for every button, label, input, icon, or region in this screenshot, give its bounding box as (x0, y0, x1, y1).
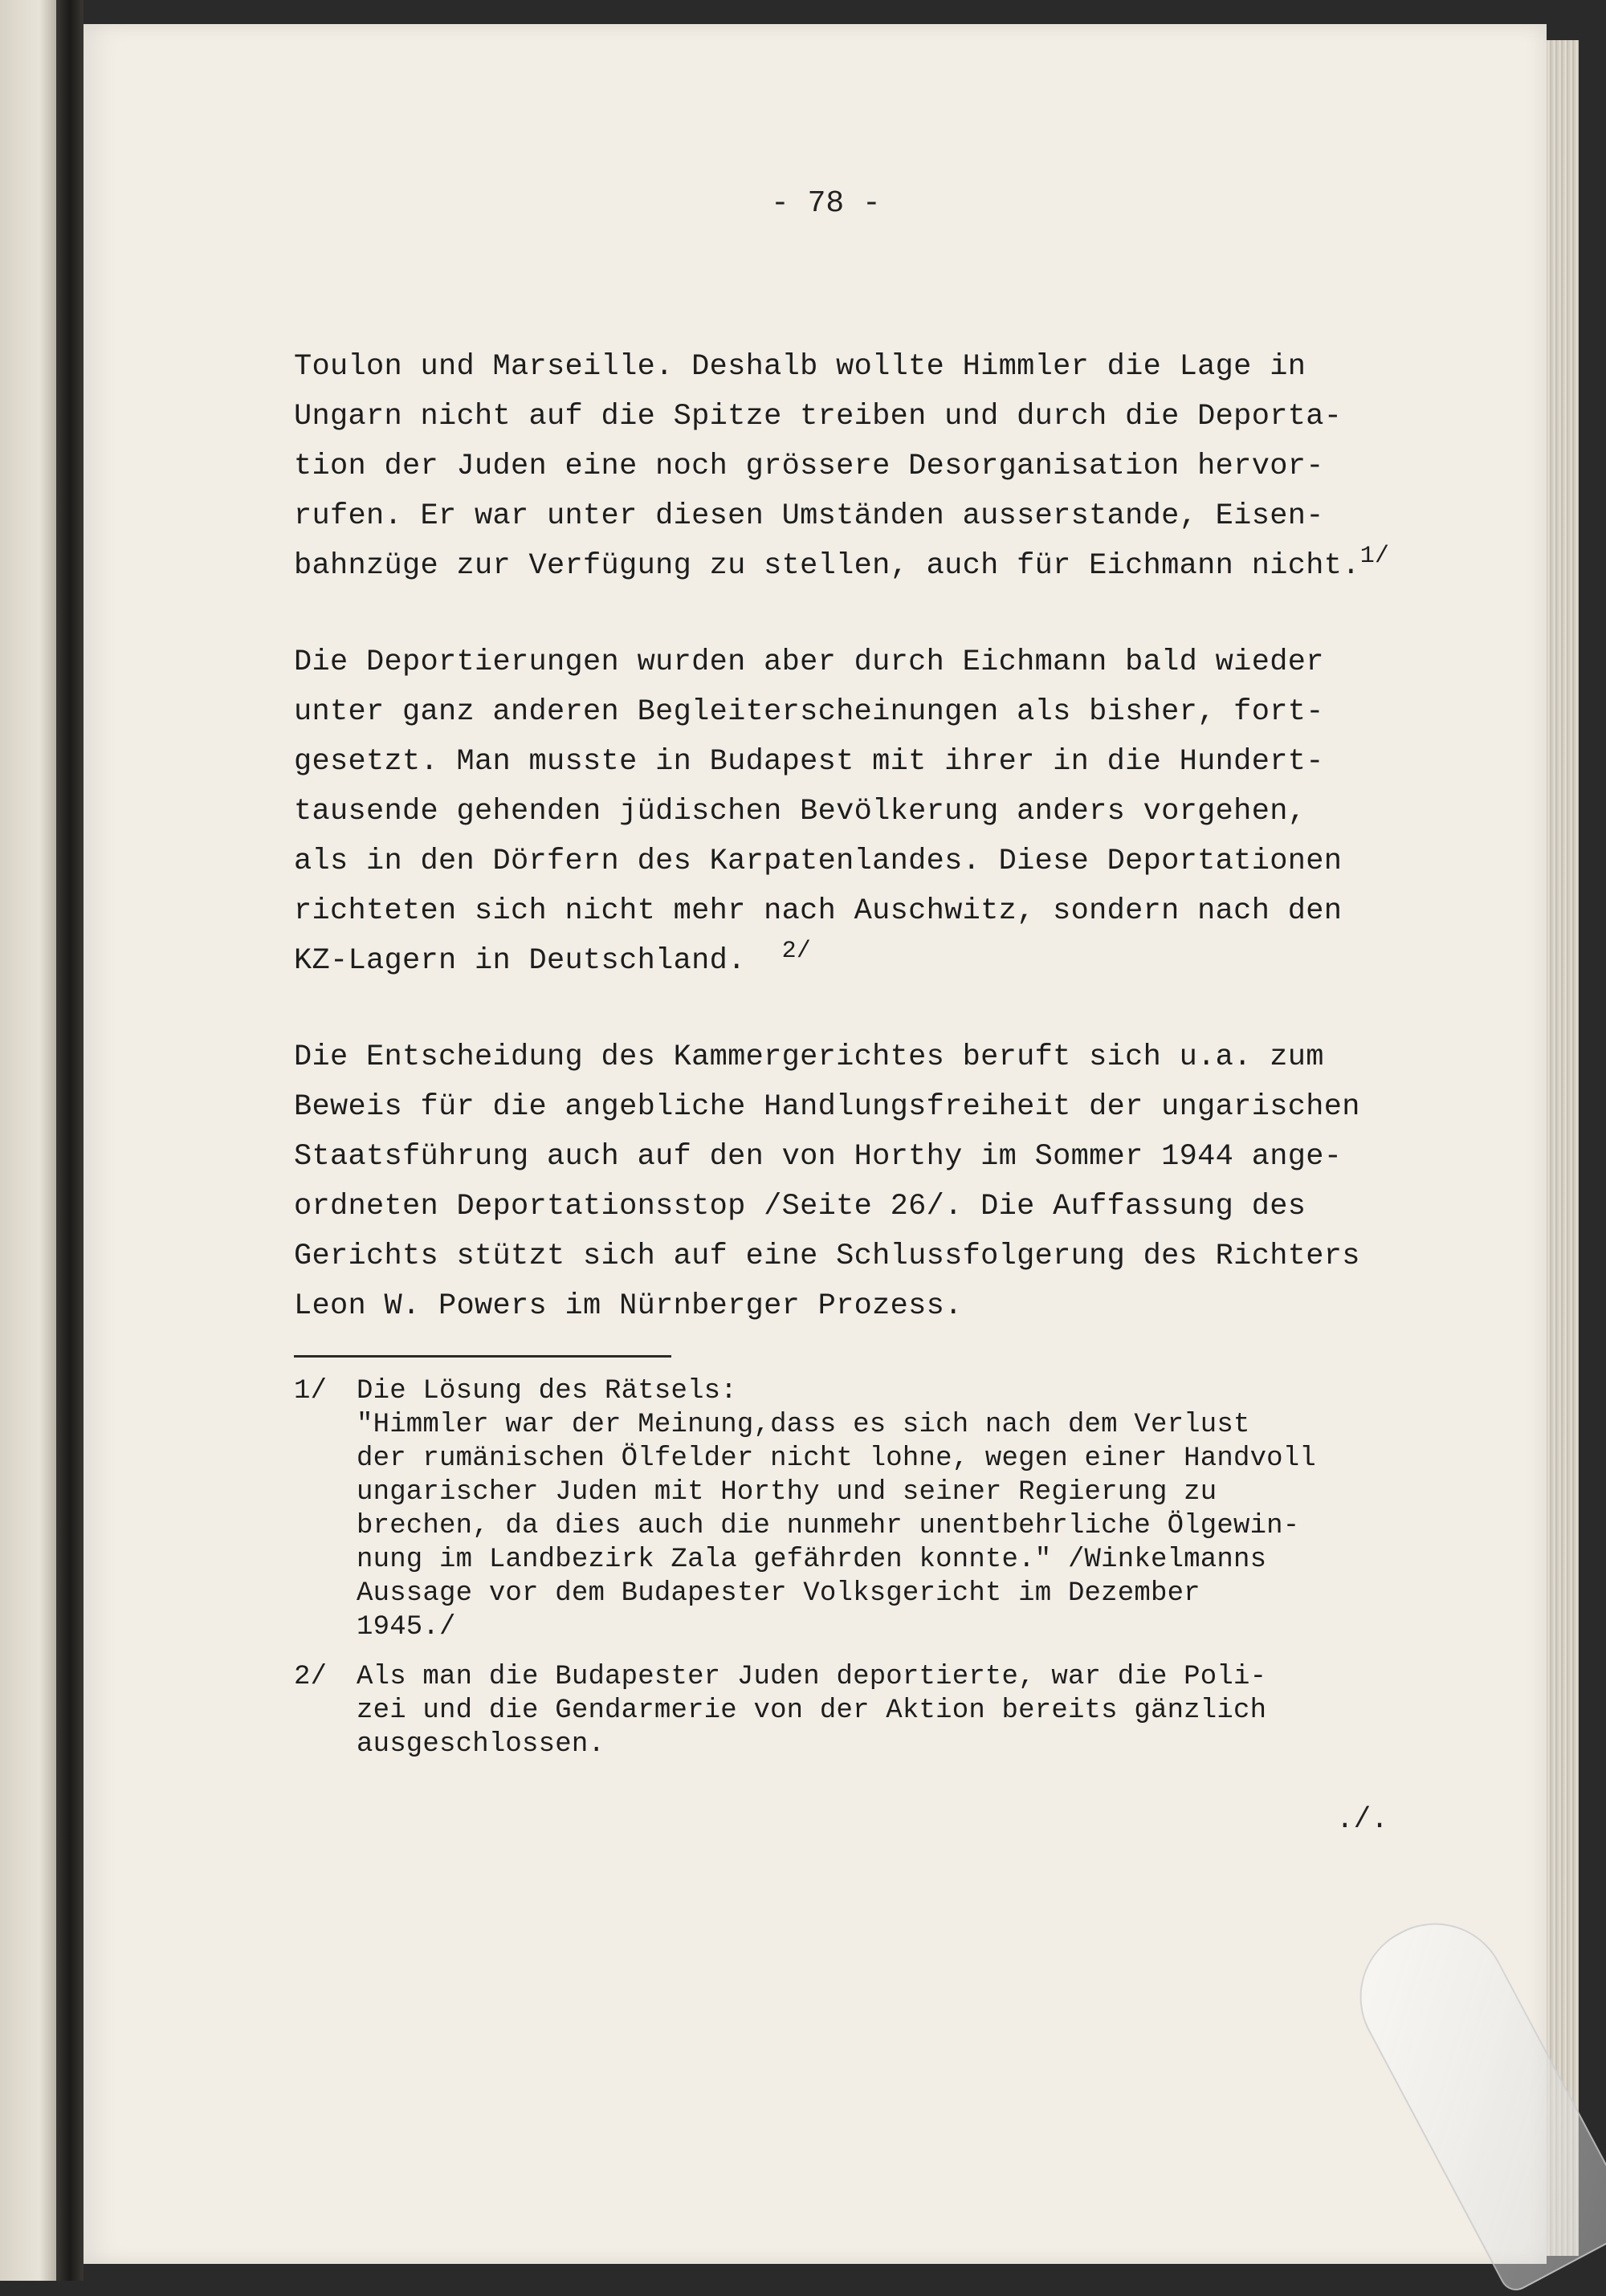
footnote-1-marker: 1/ (294, 1376, 328, 1407)
paragraph-2-line: richteten sich nicht mehr nach Auschwitz, sondern nach den (294, 894, 1343, 928)
paragraph-1-line: tion der Juden eine noch grössere Desorganisation hervor- (294, 450, 1324, 483)
page-number: - 78 - (771, 186, 881, 221)
paragraph-3-line: Gerichts stützt sich auf eine Schlussfolgerung des Richters (294, 1240, 1360, 1273)
page-stack-edge (1547, 40, 1579, 2256)
paragraph-1-line: Ungarn nicht auf die Spitze treiben und durch die Deporta- (294, 400, 1343, 434)
paragraph-3-line: Die Entscheidung des Kammergerichtes beruft sich u.a. zum (294, 1040, 1324, 1074)
paragraph-2-line (294, 938, 812, 978)
footnote-2-line: Als man die Budapester Juden deportierte, war die Poli- (357, 1662, 1267, 1692)
footnote-1-line: ungarischer Juden mit Horthy und seiner Regierung zu (357, 1477, 1217, 1508)
paragraph-2-line: unter ganz anderen Begleiterscheinungen als bisher, fort- (294, 695, 1324, 729)
footnote-1-line: Die Lösung des Rätsels: (357, 1376, 737, 1407)
paragraph-2-line: als in den Dörfern des Karpatenlandes. Diese Deportationen (294, 845, 1343, 878)
footnote-1-line: Aussage vor dem Budapester Volksgericht im Dezember (357, 1578, 1200, 1609)
footnote-2-line: zei und die Gendarmerie von der Aktion bereits gänzlich (357, 1696, 1267, 1726)
paragraph-3-line: ordneten Deportationsstop /Seite 26/. Die Auffassung des (294, 1190, 1306, 1223)
paragraph-2-line: tausende gehenden jüdischen Bevölkerung anders vorgehen, (294, 795, 1306, 828)
paragraph-2-line: gesetzt. Man musste in Budapest mit ihrer in die Hundert- (294, 745, 1324, 779)
footnote-ref-1: 1/ (1359, 543, 1390, 570)
footnote-ref-2: 2/ (781, 938, 812, 965)
footnote-separator (294, 1355, 671, 1358)
footnote-1-line: brechen, da dies auch die nunmehr unentbehrliche Ölgewin- (357, 1511, 1300, 1541)
paragraph-1-line: Toulon und Marseille. Deshalb wollte Himmler die Lage in (294, 350, 1306, 384)
footnote-2-line: ausgeschlossen. (357, 1729, 605, 1760)
paragraph-1-last-text: bahnzüge zur Verfügung zu stellen, auch für Eichmann nicht. (294, 549, 1360, 583)
footnote-1-line: der rumänischen Ölfelder nicht lohne, wegen einer Handvoll (357, 1443, 1316, 1474)
continuation-mark: ./. (1336, 1803, 1388, 1836)
paragraph-1-line (294, 543, 1390, 583)
paragraph-1-line: rufen. Er war unter diesen Umständen ausserstande, Eisen- (294, 499, 1324, 533)
footnote-1-line: 1945./ (357, 1612, 456, 1643)
footnote-1-line: "Himmler war der Meinung,dass es sich nach dem Verlust (357, 1410, 1250, 1440)
paragraph-3-line: Beweis für die angebliche Handlungsfreiheit der ungarischen (294, 1090, 1360, 1124)
book-gutter (56, 0, 84, 2281)
paragraph-2-last-text: KZ-Lagern in Deutschland. (294, 944, 746, 978)
footnote-2-marker: 2/ (294, 1662, 328, 1692)
footnote-1-line: nung im Landbezirk Zala gefährden konnte." /Winkelmanns (357, 1545, 1267, 1575)
paragraph-3-line: Staatsführung auch auf den von Horthy im Sommer 1944 ange- (294, 1140, 1343, 1174)
document-page (84, 24, 1547, 2264)
facing-page-edge (0, 0, 56, 2281)
paragraph-2-line: Die Deportierungen wurden aber durch Eichmann bald wieder (294, 645, 1324, 679)
paragraph-3-line: Leon W. Powers im Nürnberger Prozess. (294, 1289, 963, 1323)
